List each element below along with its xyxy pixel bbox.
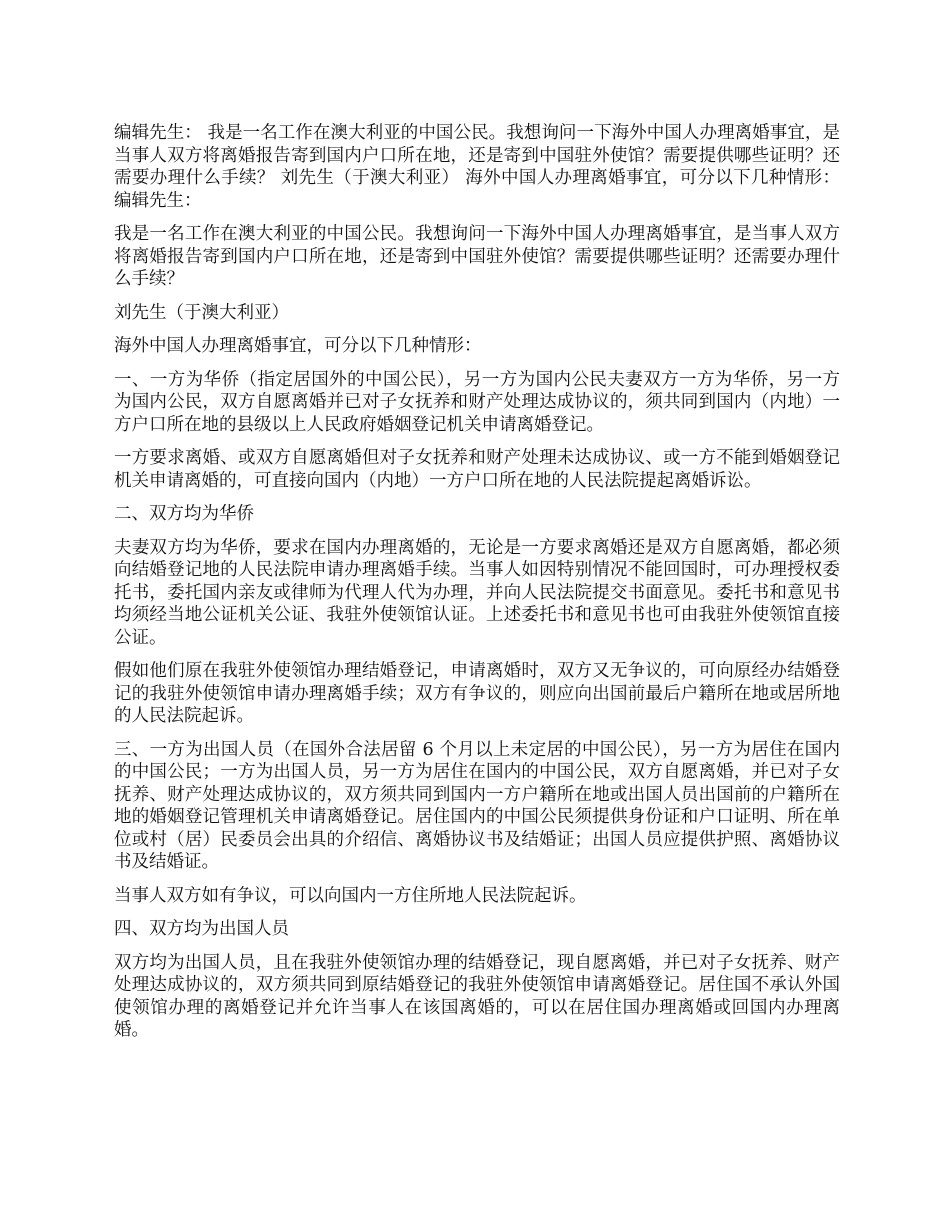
paragraph-case-1-litigation: 一方要求离婚、或双方自愿离婚但对子女抚养和财产处理未达成协议、或一方不能到婚姻登记机关申请离婚的，可直接向国内（内地）一方户口所在地的人民法院提起离婚诉讼。 <box>114 448 840 491</box>
paragraph-case-1: 一、一方为华侨（指定居国外的中国公民），另一方为国内公民夫妻双方一方为华侨，另一方为国内公民，双方自愿离婚并已对子女抚养和财产处理达成协议的，须共同到国内（内地）一方户口所在地的县级以上人民政府婚姻登记机关申请离婚登记。 <box>114 369 840 435</box>
paragraph-signature: 刘先生（于澳大利亚） <box>114 302 289 323</box>
paragraph-case-4: 双方均为出国人员，且在我驻外使领馆办理的结婚登记，现自愿离婚，并已对子女抚养、财产处理达成协议的，双方须共同到原结婚登记的我驻外使领馆申请离婚登记。居住国不承认外国使领馆办理的离婚登记并允许当事人在该国离婚的，可以在居住国办理离婚或回国内办理离婚。 <box>114 952 840 1040</box>
paragraph-case-3: 三、一方为出国人员（在国外合法居留 6 个月以上未定居的中国公民），另一方为居住在国内的中国公民；一方为出国人员，另一方为居住在国内的中国公民，双方自愿离婚，并已对子女抚养、财产处理达成协议的，双方须共同到国内一方户籍所在地或出国人员出国前的户籍所在地的婚姻登记管理机关申请离婚登记。居住国内的中国公民须提供身份证和户口证明、所在单位或村（居）民委员会出具的介绍信、离婚协议书及结婚证；出国人员应提供护照、离婚协议书及结婚证。 <box>114 739 840 872</box>
heading-case-2: 二、双方均为华侨 <box>114 504 254 524</box>
paragraph-intro-letter: 编辑先生： 我是一名工作在澳大利亚的中国公民。我想询问一下海外中国人办理离婚事宜，是当事人双方将离婚报告寄到国内户口所在地，还是寄到中国驻外使馆？需要提供哪些证明？还需要办理什么手续？ 刘先生（于澳大利亚） 海外中国人办理离婚事宜，可分以下几种情形： 编辑先生： <box>114 123 840 211</box>
paragraph-question: 我是一名工作在澳大利亚的中国公民。我想询问一下海外中国人办理离婚事宜，是当事人双方将离婚报告寄到国内户口所在地，还是寄到中国驻外使馆？需要提供哪些证明？还需要办理什么手续？ <box>114 224 840 289</box>
paragraph-answer-intro: 海外中国人办理离婚事宜，可分以下几种情形： <box>114 336 482 356</box>
heading-case-4: 四、双方均为出国人员 <box>114 919 289 939</box>
paragraph-case-3-dispute: 当事人双方如有争议，可以向国内一方住所地人民法院起诉。 <box>114 885 587 906</box>
document-body <box>114 122 840 1053</box>
paragraph-case-2: 夫妻双方均为华侨，要求在国内办理离婚的，无论是一方要求离婚还是双方自愿离婚，都必须向结婚登记地的人民法院申请办理离婚手续。当事人如因特别情况不能回国时，可办理授权委托书，委托国内亲友或律师为代理人代为办理，并向人民法院提交书面意见。委托书和意见书均须经当地公证机关公证、我驻外使领馆认证。上述委托书和意见书也可由我驻外使领馆直接公证。 <box>114 537 840 648</box>
paragraph-case-2-embassy: 假如他们原在我驻外使领馆办理结婚登记，申请离婚时，双方又无争议的，可向原经办结婚登记的我驻外使领馆申请办理离婚手续；双方有争议的，则应向出国前最后户籍所在地或居所地的人民法院起诉。 <box>114 661 840 726</box>
